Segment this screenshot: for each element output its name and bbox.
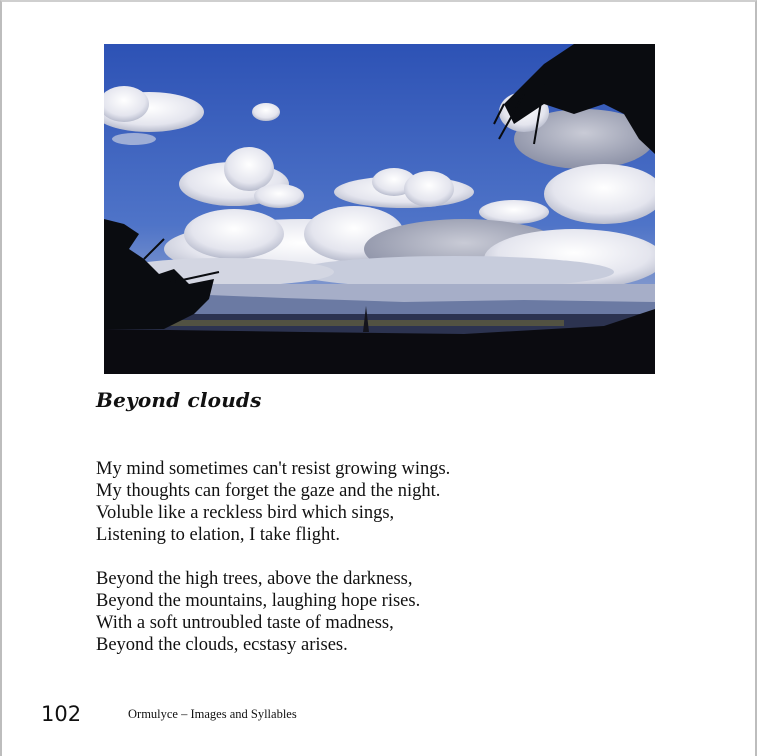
running-footer-title: Ormulyce – Images and Syllables	[128, 707, 297, 721]
page-number: 102	[41, 702, 82, 726]
poem-line: My mind sometimes can't resist growing wings.	[96, 459, 451, 479]
poem-body	[96, 458, 450, 678]
stanza-1	[96, 458, 450, 546]
poem-line: Listening to elation, I take flight.	[96, 525, 341, 545]
poem-line: Beyond the clouds, ecstasy arises.	[96, 635, 348, 655]
landscape-photo	[104, 44, 655, 374]
poem-line: Beyond the mountains, laughing hope rises.	[96, 591, 421, 611]
poem-title: Beyond clouds	[96, 388, 262, 412]
sky-landscape-illustration	[104, 44, 655, 374]
poem-line: With a soft untroubled taste of madness,	[96, 613, 394, 633]
poem-line: Voluble like a reckless bird which sings,	[96, 503, 395, 523]
poem-line: Beyond the high trees, above the darkness,	[96, 569, 413, 589]
poem-line: My thoughts can forget the gaze and the night.	[96, 481, 441, 501]
stanza-2	[96, 568, 450, 656]
